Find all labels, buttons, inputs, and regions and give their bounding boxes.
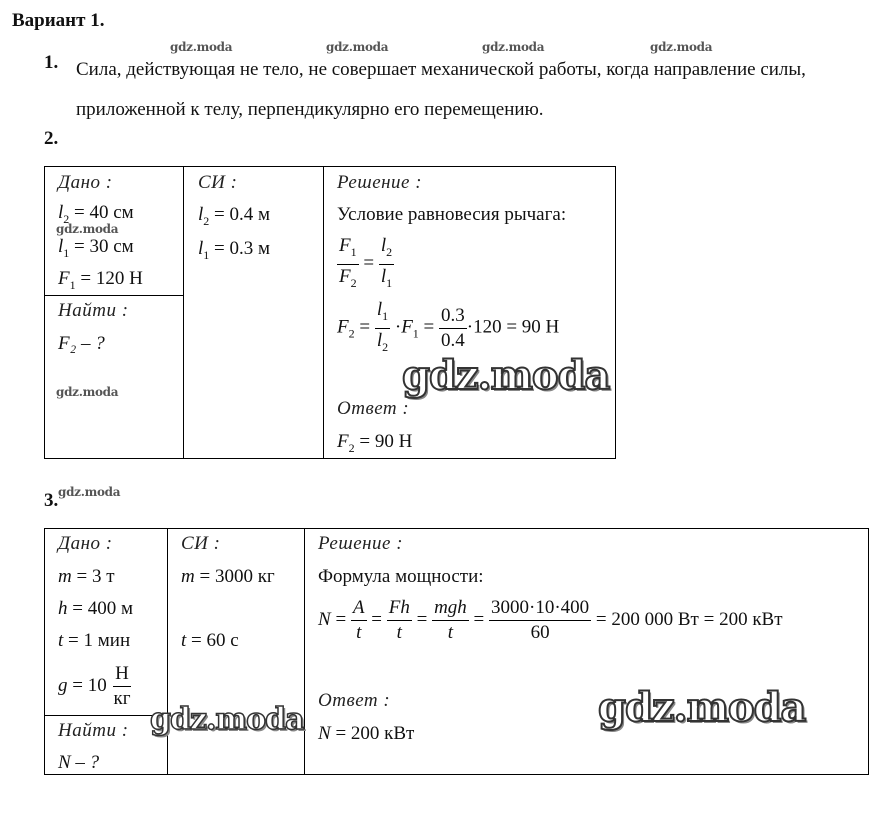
- si-l1: $l_1 = 0.3$ м: [198, 238, 271, 262]
- table-divider: [167, 528, 168, 775]
- answer-F2: $F_2 = 90$ Н: [337, 431, 413, 455]
- given-m: m = 3 т: [58, 566, 115, 587]
- si-l2: $l_2 = 0.4$ м: [198, 204, 271, 228]
- problem-1-number: 1.: [44, 52, 59, 73]
- given-t: t = 1 мин: [58, 630, 131, 651]
- given-h: h = 400 м: [58, 598, 133, 619]
- si-header: СИ :: [198, 172, 238, 193]
- watermark: gdz.moda: [402, 352, 610, 399]
- solution-header: Решение :: [337, 172, 423, 193]
- si-m: m = 3000 кг: [181, 566, 275, 587]
- force-calculation: $F_2$ = $\frac{l_1}{l_2}$ $\cdot F_1$ = $\frac{0.3}{0.4}$ ·120 = 90 Н: [337, 299, 560, 354]
- watermark: gdz.moda: [598, 684, 806, 731]
- watermark: gdz.moda: [170, 40, 233, 54]
- si-t: t = 60 с: [181, 630, 239, 651]
- given-l1: $l_1 = 30$ см: [58, 236, 134, 260]
- solution-header: Решение :: [318, 533, 404, 554]
- find-F2: F₂ – ?: [58, 333, 105, 354]
- find-header: Найти :: [58, 300, 129, 321]
- table-divider: [44, 715, 167, 716]
- watermark: gdz.moda: [650, 40, 713, 54]
- watermark: gdz.moda: [150, 702, 304, 737]
- table-divider: [323, 166, 324, 459]
- given-l2: $l_2 = 40$ см: [58, 202, 134, 226]
- solution-label: Формула мощности:: [318, 566, 484, 587]
- watermark: gdz.moda: [56, 222, 119, 236]
- find-N: N – ?: [58, 752, 100, 773]
- si-header: СИ :: [181, 533, 221, 554]
- answer-N: N = 200 кВт: [318, 723, 415, 744]
- table-divider: [183, 166, 184, 459]
- problem-1-text: Сила, действующая не тело, не совершает механической работы, когда направление силы, приложенной к телу, перпендикулярно его перемещению.: [76, 59, 806, 120]
- given-header: Дано :: [58, 172, 113, 193]
- solution-label: Условие равновесия рычага:: [337, 204, 567, 225]
- table-divider: [44, 295, 183, 296]
- watermark: gdz.moda: [58, 485, 121, 499]
- answer-header: Ответ :: [318, 690, 391, 711]
- table-divider: [304, 528, 305, 775]
- given-g: g = 10 $\frac{Н}{кг}$: [58, 663, 131, 709]
- power-formula: N = $\frac{A}{t}$ = $\frac{Fh}{t}$ = $\frac{\text{mgh}}{t}$ = $\frac{3000\cdot 10\cdot 400}{60}$ = 200 000 Вт = 200 кВт: [318, 597, 783, 643]
- watermark: gdz.moda: [326, 40, 389, 54]
- problem-2-number: 2.: [44, 128, 59, 149]
- given-F1: $F_1 = 120$ Н: [58, 268, 143, 292]
- variant-title: Вариант 1.: [12, 10, 105, 31]
- find-header: Найти :: [58, 720, 129, 741]
- given-header: Дано :: [58, 533, 113, 554]
- answer-header: Ответ :: [337, 398, 410, 419]
- problem-3-number: 3.: [44, 490, 59, 511]
- watermark: gdz.moda: [482, 40, 545, 54]
- equilibrium-formula: $\frac{F_1}{F_2}$ = $\frac{l_2}{l_1}$: [339, 235, 393, 290]
- watermark: gdz.moda: [56, 385, 119, 399]
